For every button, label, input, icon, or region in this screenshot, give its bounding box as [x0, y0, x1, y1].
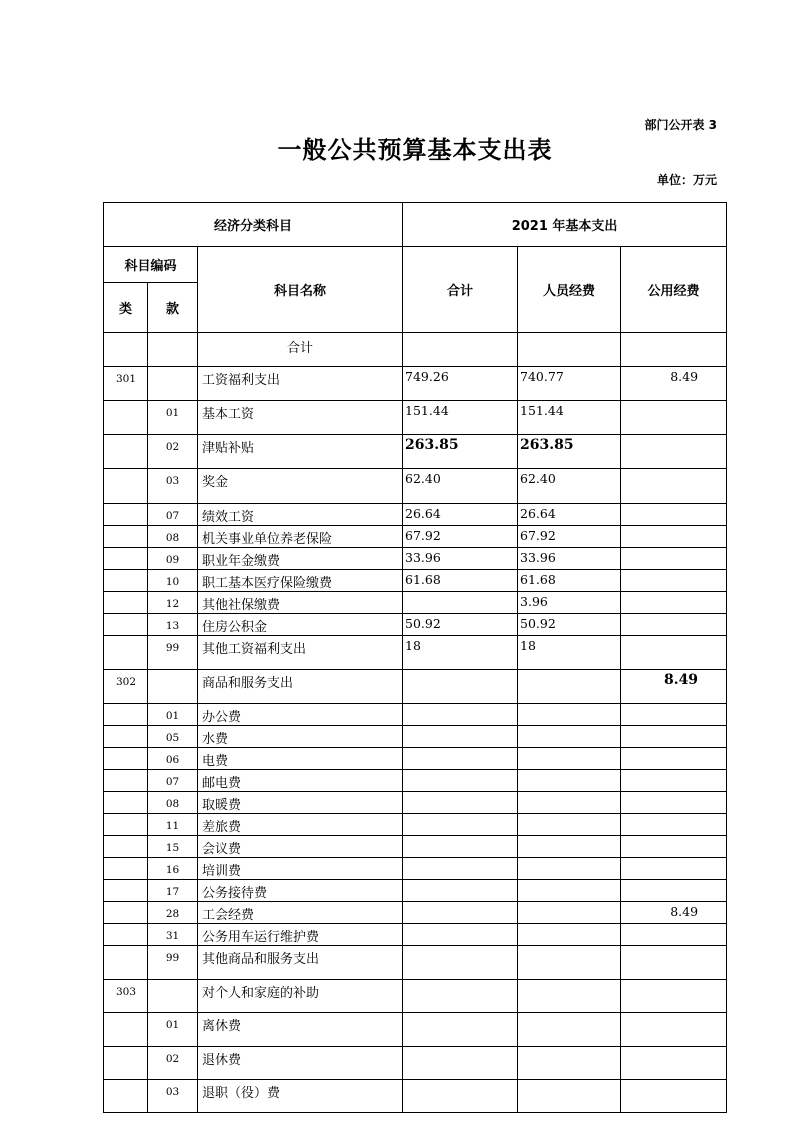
- header-subject-name: 科目名称: [198, 247, 403, 333]
- row-lei-code: [104, 435, 148, 469]
- row-personnel: 26.64: [518, 504, 621, 526]
- row-lei-code: [104, 858, 148, 880]
- row-public: [621, 770, 727, 792]
- table-row: [104, 1013, 727, 1047]
- table-row: [104, 792, 727, 814]
- row-lei-code: [104, 636, 148, 670]
- row-subject-name: 商品和服务支出: [198, 670, 403, 704]
- row-personnel: 151.44: [518, 401, 621, 435]
- table-row: [104, 670, 727, 704]
- row-public: [621, 548, 727, 570]
- row-total: [403, 726, 518, 748]
- row-subject-name: 绩效工资: [198, 504, 403, 526]
- row-personnel: 50.92: [518, 614, 621, 636]
- row-lei-code: [104, 726, 148, 748]
- row-public: [621, 792, 727, 814]
- row-subject-name: 培训费: [198, 858, 403, 880]
- row-kuan-code: 10: [148, 570, 198, 592]
- row-subject-name: 其他工资福利支出: [198, 636, 403, 670]
- table-row: [104, 367, 727, 401]
- row-kuan-code: 07: [148, 504, 198, 526]
- header-subject-code: 科目编码: [104, 247, 198, 283]
- table-row: [104, 614, 727, 636]
- row-kuan-code: 12: [148, 592, 198, 614]
- row-subject-name: 公务接待费: [198, 880, 403, 902]
- row-kuan-code: [148, 980, 198, 1013]
- row-public: 8.49: [621, 670, 727, 704]
- row-subject-name: 其他社保缴费: [198, 592, 403, 614]
- row-public: [621, 748, 727, 770]
- row-kuan-code: 31: [148, 924, 198, 946]
- row-lei-code: [104, 924, 148, 946]
- row-personnel: [518, 814, 621, 836]
- row-personnel: [518, 858, 621, 880]
- row-subject-name: 办公费: [198, 704, 403, 726]
- row-public: [621, 946, 727, 980]
- row-lei-code: [104, 814, 148, 836]
- row-lei-code: [104, 1047, 148, 1080]
- row-personnel: [518, 748, 621, 770]
- table-row: [104, 836, 727, 858]
- row-kuan-code: 99: [148, 636, 198, 670]
- row-personnel: [518, 902, 621, 924]
- row-personnel: [518, 1047, 621, 1080]
- row-subject-name: 会议费: [198, 836, 403, 858]
- table-body: [104, 367, 727, 1113]
- row-lei-code: [104, 548, 148, 570]
- row-subject-name: 工资福利支出: [198, 367, 403, 401]
- table-row: [104, 570, 727, 592]
- header-public: 公用经费: [621, 247, 727, 333]
- row-personnel: [518, 1080, 621, 1113]
- page-title: 一般公共预算基本支出表: [277, 136, 553, 164]
- row-public: [621, 836, 727, 858]
- row-total: [403, 704, 518, 726]
- row-personnel: [518, 1013, 621, 1047]
- row-lei-code: [104, 504, 148, 526]
- form-number: 部门公开表 3: [644, 118, 717, 132]
- row-lei-code: [104, 946, 148, 980]
- row-lei-code: 301: [104, 367, 148, 401]
- row-total: [403, 770, 518, 792]
- row-subject-name: 水费: [198, 726, 403, 748]
- row-public: [621, 1013, 727, 1047]
- table-row: [104, 814, 727, 836]
- row-kuan-code: 02: [148, 435, 198, 469]
- table-row: [104, 880, 727, 902]
- row-lei-code: [104, 1080, 148, 1113]
- row-subject-name: 离休费: [198, 1013, 403, 1047]
- row-subject-name: 公务用车运行维护费: [198, 924, 403, 946]
- table-row: [104, 1080, 727, 1113]
- row-public: [621, 504, 727, 526]
- table-row: [104, 469, 727, 504]
- header-kuan: 款: [148, 283, 198, 333]
- row-public: [621, 1080, 727, 1113]
- row-lei-code: [104, 704, 148, 726]
- row-total: [403, 670, 518, 704]
- row-total: [403, 980, 518, 1013]
- row-subject-name: 机关事业单位养老保险: [198, 526, 403, 548]
- row-lei-code: [104, 469, 148, 504]
- row-public: [621, 814, 727, 836]
- row-personnel: 740.77: [518, 367, 621, 401]
- row-lei-code: 303: [104, 980, 148, 1013]
- row-subject-name: 其他商品和服务支出: [198, 946, 403, 980]
- row-total: [403, 1047, 518, 1080]
- row-lei-code: [104, 592, 148, 614]
- table-row: [104, 902, 727, 924]
- row-total: 151.44: [403, 401, 518, 435]
- row-kuan-code: 03: [148, 469, 198, 504]
- row-kuan-code: 16: [148, 858, 198, 880]
- row-kuan-code: 08: [148, 526, 198, 548]
- row-subject-name: 职业年金缴费: [198, 548, 403, 570]
- row-total: [403, 792, 518, 814]
- row-public: [621, 980, 727, 1013]
- row-total: 18: [403, 636, 518, 670]
- row-public: [621, 636, 727, 670]
- row-public: 8.49: [621, 367, 727, 401]
- row-personnel: 61.68: [518, 570, 621, 592]
- row-subject-name: 退职（役）费: [198, 1080, 403, 1113]
- table-row: [104, 980, 727, 1013]
- row-public: [621, 1047, 727, 1080]
- row-kuan-code: 09: [148, 548, 198, 570]
- row-kuan-code: 15: [148, 836, 198, 858]
- row-personnel: [518, 704, 621, 726]
- row-lei-code: [104, 770, 148, 792]
- budget-table: [103, 202, 727, 1113]
- unit-label: 单位：万元: [656, 173, 717, 187]
- row-personnel: [518, 726, 621, 748]
- row-total: [403, 924, 518, 946]
- row-public: 8.49: [621, 902, 727, 924]
- table-row: [104, 924, 727, 946]
- row-personnel: [518, 770, 621, 792]
- row-subject-name: 对个人和家庭的补助: [198, 980, 403, 1013]
- row-total: 61.68: [403, 570, 518, 592]
- row-personnel: [518, 980, 621, 1013]
- row-public: [621, 858, 727, 880]
- row-total: 263.85: [403, 435, 518, 469]
- row-public: [621, 704, 727, 726]
- row-public: [621, 614, 727, 636]
- table-row: [104, 748, 727, 770]
- row-personnel: [518, 792, 621, 814]
- row-subject-name: 津贴补贴: [198, 435, 403, 469]
- row-kuan-code: 01: [148, 1013, 198, 1047]
- table-row: [104, 858, 727, 880]
- header-lei: 类: [104, 283, 148, 333]
- row-kuan-code: 03: [148, 1080, 198, 1113]
- row-public: [621, 469, 727, 504]
- row-total: 50.92: [403, 614, 518, 636]
- row-total: [403, 902, 518, 924]
- row-kuan-code: 99: [148, 946, 198, 980]
- row-kuan-code: 28: [148, 902, 198, 924]
- row-personnel: 3.96: [518, 592, 621, 614]
- row-lei-code: [104, 526, 148, 548]
- row-kuan-code: 11: [148, 814, 198, 836]
- row-personnel: [518, 924, 621, 946]
- row-lei-code: [104, 1013, 148, 1047]
- row-subject-name: 退休费: [198, 1047, 403, 1080]
- row-subject-name: 邮电费: [198, 770, 403, 792]
- table-row: [104, 1047, 727, 1080]
- table-row: [104, 435, 727, 469]
- row-lei-code: [104, 401, 148, 435]
- row-lei-code: [104, 792, 148, 814]
- row-total: 62.40: [403, 469, 518, 504]
- header-total: 合计: [403, 247, 518, 333]
- row-kuan-code: 08: [148, 792, 198, 814]
- table-row: [104, 770, 727, 792]
- row-kuan-code: 17: [148, 880, 198, 902]
- row-lei-code: [104, 748, 148, 770]
- row-public: [621, 924, 727, 946]
- row-public: [621, 726, 727, 748]
- table-row: [104, 704, 727, 726]
- row-kuan-code: 13: [148, 614, 198, 636]
- row-subject-name: 电费: [198, 748, 403, 770]
- row-kuan-code: [148, 670, 198, 704]
- table-row: [104, 592, 727, 614]
- row-personnel: [518, 946, 621, 980]
- row-kuan-code: 01: [148, 401, 198, 435]
- row-public: [621, 592, 727, 614]
- row-kuan-code: 06: [148, 748, 198, 770]
- row-kuan-code: 05: [148, 726, 198, 748]
- row-personnel: 263.85: [518, 435, 621, 469]
- row-lei-code: [104, 614, 148, 636]
- row-kuan-code: 07: [148, 770, 198, 792]
- row-subject-name: 职工基本医疗保险缴费: [198, 570, 403, 592]
- row-public: [621, 401, 727, 435]
- table-row: [104, 726, 727, 748]
- row-total: 26.64: [403, 504, 518, 526]
- row-lei-code: [104, 902, 148, 924]
- row-total: [403, 946, 518, 980]
- row-subject-name: 住房公积金: [198, 614, 403, 636]
- row-lei-code: [104, 570, 148, 592]
- row-total: [403, 592, 518, 614]
- row-personnel: 62.40: [518, 469, 621, 504]
- row-lei-code: 302: [104, 670, 148, 704]
- row-subject-name: 工会经费: [198, 902, 403, 924]
- table-row: [104, 946, 727, 980]
- row-subject-name: 取暖费: [198, 792, 403, 814]
- row-public: [621, 880, 727, 902]
- table-row: [104, 636, 727, 670]
- row-subject-name: 奖金: [198, 469, 403, 504]
- row-public: [621, 435, 727, 469]
- row-total: [403, 880, 518, 902]
- table-row: [104, 548, 727, 570]
- row-public: [621, 526, 727, 548]
- header-year-expense: 2021 年基本支出: [403, 203, 727, 247]
- row-lei-code: [104, 880, 148, 902]
- row-total: [403, 814, 518, 836]
- row-total: 67.92: [403, 526, 518, 548]
- total-row-label: 合计: [198, 333, 403, 367]
- row-lei-code: [104, 836, 148, 858]
- row-total: [403, 1013, 518, 1047]
- row-personnel: 33.96: [518, 548, 621, 570]
- table-row: [104, 401, 727, 435]
- table-row: [104, 526, 727, 548]
- row-kuan-code: [148, 367, 198, 401]
- row-subject-name: 差旅费: [198, 814, 403, 836]
- row-personnel: 18: [518, 636, 621, 670]
- row-personnel: 67.92: [518, 526, 621, 548]
- row-total: [403, 1080, 518, 1113]
- header-personnel: 人员经费: [518, 247, 621, 333]
- row-public: [621, 570, 727, 592]
- row-kuan-code: 02: [148, 1047, 198, 1080]
- row-total: [403, 858, 518, 880]
- header-economic-category: 经济分类科目: [104, 203, 403, 247]
- row-total: [403, 836, 518, 858]
- row-total: [403, 748, 518, 770]
- row-kuan-code: 01: [148, 704, 198, 726]
- table-row: [104, 504, 727, 526]
- row-total: 33.96: [403, 548, 518, 570]
- row-personnel: [518, 670, 621, 704]
- row-subject-name: 基本工资: [198, 401, 403, 435]
- row-total: 749.26: [403, 367, 518, 401]
- row-personnel: [518, 836, 621, 858]
- row-personnel: [518, 880, 621, 902]
